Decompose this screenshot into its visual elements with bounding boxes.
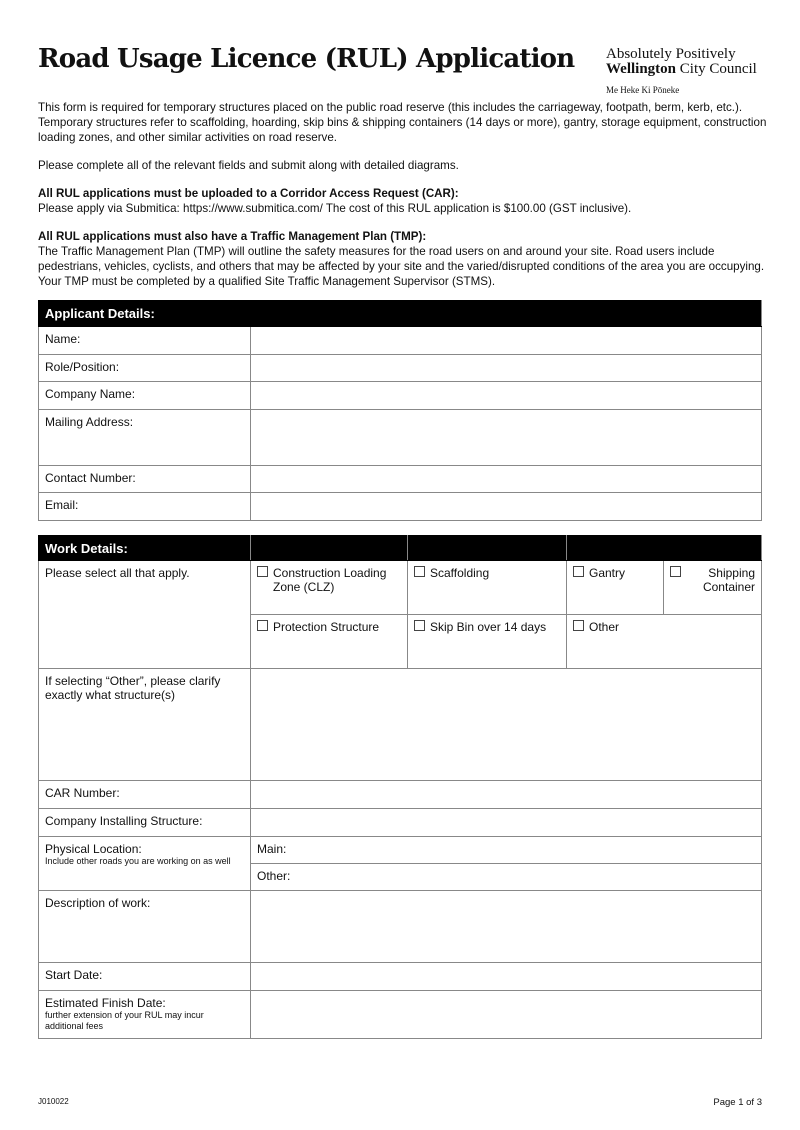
option-label: Other: [589, 620, 620, 634]
logo-line2: [606, 62, 757, 77]
main-location-field[interactable]: Main:: [251, 837, 762, 864]
checkbox[interactable]: [573, 566, 584, 577]
page-title: Road Usage Licence (RUL) Application: [38, 44, 575, 74]
contact-number-label: Contact Number:: [39, 466, 251, 493]
option-scaffolding[interactable]: [408, 561, 567, 615]
option-gantry[interactable]: [567, 561, 664, 615]
option-protection-structure[interactable]: [251, 615, 408, 669]
logo-bold: Wellington: [606, 61, 677, 77]
option-label: Protection Structure: [273, 620, 380, 634]
finish-date-label: [39, 991, 251, 1039]
option-label: Shipping Container: [702, 566, 755, 594]
email-field[interactable]: [251, 493, 762, 521]
installing-company-field[interactable]: [251, 809, 762, 837]
option-clz[interactable]: [251, 561, 408, 615]
company-field[interactable]: [251, 382, 762, 410]
page-number: Page 1 of 3: [713, 1097, 762, 1108]
mailing-address-field[interactable]: [251, 410, 762, 466]
name-label: Name:: [39, 327, 251, 355]
option-label: Gantry: [589, 566, 626, 580]
installing-company-label: Company Installing Structure:: [39, 809, 251, 837]
role-field[interactable]: [251, 355, 762, 382]
tmp-text: The Traffic Management Plan (TMP) will outline the safety measures for the road users on and around your site. Road users include pedestrians, vehicles, cyclists, and others that may be affected by your site and the varied/disrupted conditions of the area you are occupying. Your TMP must be completed by a qualified Site Traffic Management Supervisor (STMS).: [38, 245, 765, 288]
car-heading: All RUL applications must be uploaded to a Corridor Access Request (CAR):: [38, 187, 459, 200]
contact-number-field[interactable]: [251, 466, 762, 493]
checkbox[interactable]: [414, 620, 425, 631]
header-blank: [408, 536, 567, 561]
start-date-field[interactable]: [251, 963, 762, 991]
car-number-label: CAR Number:: [39, 781, 251, 809]
instructions-text: Please complete all of the relevant fields and submit along with detailed diagrams.: [38, 159, 459, 172]
checkbox[interactable]: [573, 620, 584, 631]
intro-text: This form is required for temporary structures placed on the public road reserve (this includes the carriageway, footpath, berm, kerb, etc.). Temporary structures refer to scaffolding, hoarding, skip bins & shipping containers (14 days or more), gantry, storage equipment, construction loading zones, and other similar activities on road reserve.: [38, 101, 767, 144]
checkbox[interactable]: [257, 566, 268, 577]
option-label: Skip Bin over 14 days: [430, 620, 547, 634]
council-logo: [606, 47, 757, 98]
email-label: Email:: [39, 493, 251, 521]
description-field[interactable]: [251, 891, 762, 963]
finish-date-field[interactable]: [251, 991, 762, 1039]
form-code: J010022: [38, 1097, 69, 1106]
option-other[interactable]: [567, 615, 762, 669]
checkbox[interactable]: [414, 566, 425, 577]
applicant-header: Applicant Details:: [39, 301, 762, 327]
name-field[interactable]: [251, 327, 762, 355]
option-label: Scaffolding: [430, 566, 490, 580]
physical-location-title: Physical Location:: [45, 842, 142, 856]
physical-location-note: Include other roads you are working on as well: [45, 856, 231, 866]
finish-date-title: Estimated Finish Date:: [45, 996, 166, 1010]
option-label: Construction Loading Zone (CLZ): [273, 566, 387, 594]
start-date-label: Start Date:: [39, 963, 251, 991]
tmp-heading: All RUL applications must also have a Traffic Management Plan (TMP):: [38, 230, 427, 243]
option-skip-bin[interactable]: [408, 615, 567, 669]
work-details-table: [38, 535, 762, 1039]
physical-location-label: [39, 837, 251, 891]
other-location-field[interactable]: Other:: [251, 864, 762, 891]
select-label: Please select all that apply.: [39, 561, 251, 669]
role-label: Role/Position:: [39, 355, 251, 382]
company-label: Company Name:: [39, 382, 251, 410]
description-label: Description of work:: [39, 891, 251, 963]
work-header: Work Details:: [39, 536, 251, 561]
mailing-address-label: Mailing Address:: [39, 410, 251, 466]
other-clarify-field[interactable]: [251, 669, 762, 781]
option-shipping-container[interactable]: [664, 561, 762, 615]
logo-line1: Absolutely Positively: [606, 46, 736, 62]
finish-date-note: further extension of your RUL may incur additional fees: [45, 1010, 204, 1031]
other-clarify-label: If selecting “Other”, please clarify exactly what structure(s): [39, 669, 251, 781]
logo-rest: City Council: [676, 61, 757, 77]
header-blank: [567, 536, 762, 561]
checkbox[interactable]: [670, 566, 681, 577]
header-blank: [251, 536, 408, 561]
logo-tagline: Me Heke Ki Pōneke: [606, 85, 680, 95]
applicant-details-table: [38, 300, 762, 521]
intro: [38, 100, 768, 302]
checkbox[interactable]: [257, 620, 268, 631]
car-number-field[interactable]: [251, 781, 762, 809]
car-text: Please apply via Submitica: https://www.submitica.com/ The cost of this RUL application is $100.00 (GST inclusive).: [38, 202, 632, 215]
